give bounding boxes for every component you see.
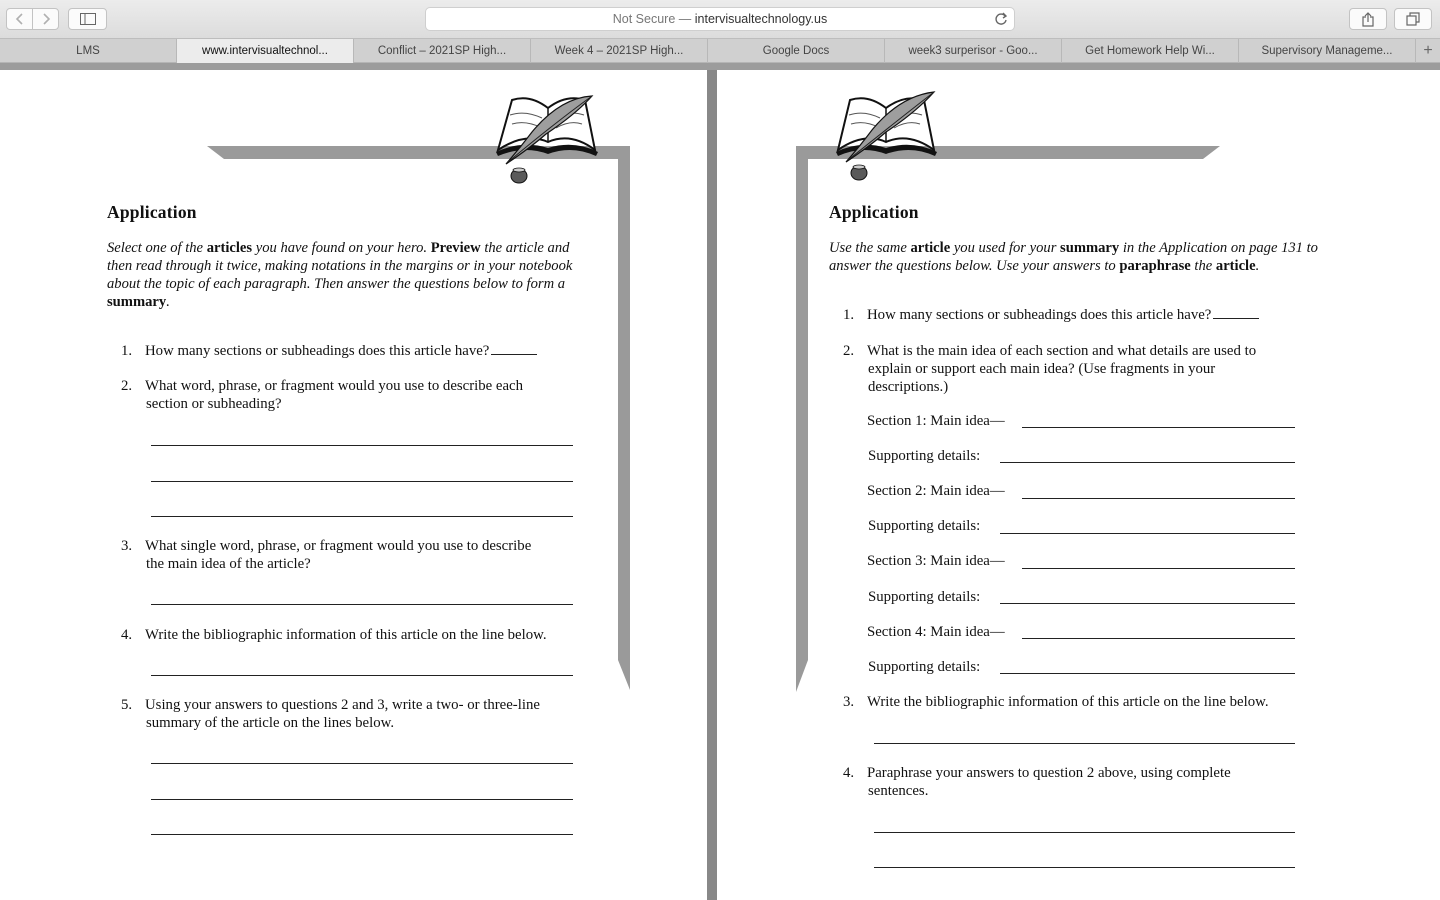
tab-conflict[interactable] (354, 39, 531, 63)
answer-line[interactable] (874, 832, 1295, 833)
section-2-main-idea-label: Section 2: Main idea— (867, 483, 1005, 499)
answer-line[interactable] (151, 799, 573, 800)
page-divider (707, 70, 717, 900)
question-5 (121, 696, 591, 732)
question-text (867, 342, 1313, 396)
not-secure-label: Not Secure — (612, 12, 692, 26)
question-1 (843, 306, 1313, 324)
address-bar[interactable] (425, 7, 1015, 31)
instructions-paragraph (107, 239, 592, 311)
tab-label: www.intervisualtechnol... (202, 45, 328, 57)
section-1-main-idea-label: Section 1: Main idea— (867, 413, 1005, 429)
page-title: Application (107, 202, 197, 222)
tab-label: Conflict – 2021SP High... (377, 45, 507, 57)
intro-text: Select one of the (107, 240, 207, 256)
question-text-line: descriptions.) (868, 379, 949, 395)
tab-homework-help[interactable] (1062, 39, 1239, 63)
answer-blank[interactable] (1213, 306, 1259, 319)
question-1 (121, 342, 591, 360)
instructions-paragraph (829, 239, 1323, 275)
intro-bold-text: Preview (430, 240, 481, 256)
answer-line[interactable] (151, 834, 573, 835)
section-3-main-idea-label: Section 3: Main idea— (867, 553, 1005, 569)
section-4-main-idea-line[interactable] (1022, 638, 1295, 639)
answer-line[interactable] (151, 481, 573, 482)
share-icon (1362, 12, 1374, 27)
intro-text: the (1190, 258, 1216, 274)
question-text (145, 696, 591, 732)
question-text-line: What word, phrase, or fragment would you use to describe each (145, 378, 524, 394)
question-text: Write the bibliographic information of this article on the line below. (867, 694, 1269, 710)
answer-line[interactable] (151, 445, 573, 446)
question-text (145, 342, 537, 360)
intro-bold-text: article (910, 240, 951, 256)
share-button[interactable] (1349, 8, 1387, 30)
question-number: 5. (121, 697, 133, 713)
tab-google-docs[interactable] (708, 39, 885, 63)
browser-toolbar (0, 0, 1440, 38)
section-1-main-idea-line[interactable] (1022, 427, 1295, 428)
question-text-line: summary of the article on the lines below. (146, 715, 395, 731)
page-title: Application (829, 202, 919, 222)
question-text-line: What single word, phrase, or fragment would you use to describe (145, 538, 532, 554)
reload-icon[interactable] (994, 12, 1008, 26)
question-text-line: sentences. (868, 783, 929, 799)
question-number: 1. (843, 307, 855, 323)
tab-week-4[interactable] (531, 39, 708, 63)
question-text-line: Using your answers to questions 2 and 3, write a two- or three-line (145, 697, 540, 713)
question-4 (121, 626, 596, 644)
question-text-line: the main idea of the article? (146, 556, 311, 572)
answer-line[interactable] (874, 743, 1295, 744)
section-1-details-line[interactable] (1000, 462, 1295, 463)
section-2-details-line[interactable] (1000, 533, 1295, 534)
intro-text: you used for your (950, 240, 1061, 256)
question-text-line: How many sections or subheadings does this article have? (867, 307, 1212, 323)
section-4-details-line[interactable] (1000, 673, 1295, 674)
question-3 (121, 537, 591, 573)
new-tab-button[interactable] (1416, 39, 1440, 63)
intro-bold-text: summary (1060, 240, 1120, 256)
question-2 (121, 377, 591, 413)
tab-label: Week 4 – 2021SP High... (554, 45, 684, 57)
question-text-line: How many sections or subheadings does this article have? (145, 343, 490, 359)
question-text (145, 537, 591, 573)
book-quill-icon (836, 92, 937, 180)
left-page-frame (207, 146, 630, 690)
question-text-line: section or subheading? (146, 396, 282, 412)
chevron-left-icon (15, 13, 25, 25)
sidebar-toggle-button[interactable] (68, 8, 107, 30)
question-text-line: What is the main idea of each section and what details are used to (867, 343, 1257, 359)
intro-text: the article and then read through it twice, making notations in the margins or in your notebook about the topic of each paragraph. Then answer the questions below to form a (107, 240, 573, 292)
tab-week3-supervisor[interactable] (885, 39, 1062, 63)
tab-label: Supervisory Manageme... (1261, 45, 1393, 57)
right-page-frame (796, 146, 1220, 692)
answer-line[interactable] (151, 516, 573, 517)
section-1-details-label: Supporting details: (868, 448, 981, 464)
back-button[interactable] (6, 8, 33, 30)
tabs-overview-icon (1406, 12, 1420, 26)
viewer-top-edge (0, 63, 1440, 70)
intro-text: Use the same (829, 240, 911, 256)
tab-bar (0, 38, 1440, 63)
document-viewer[interactable] (0, 70, 1440, 900)
question-number: 3. (843, 694, 855, 710)
answer-line[interactable] (151, 763, 573, 764)
section-2-details-label: Supporting details: (868, 518, 981, 534)
question-number: 1. (121, 343, 133, 359)
intro-text: . (1255, 258, 1260, 274)
intro-bold-text: articles (206, 240, 253, 256)
question-number: 4. (843, 765, 855, 781)
question-text (867, 764, 1313, 800)
answer-line[interactable] (151, 604, 573, 605)
tab-label: Get Homework Help Wi... (1085, 45, 1215, 57)
section-4-main-idea-label: Section 4: Main idea— (867, 624, 1005, 640)
plus-icon: + (1423, 42, 1433, 59)
answer-blank[interactable] (491, 342, 537, 355)
question-number: 3. (121, 538, 133, 554)
intro-text: in the Application on page 131 to answer the questions below. Use your answers to (829, 240, 1318, 274)
question-2 (843, 342, 1313, 396)
section-4-details-label: Supporting details: (868, 659, 981, 675)
question-number: 2. (121, 378, 133, 394)
question-text-line: explain or support each main idea? (Use fragments in your (868, 361, 1216, 377)
show-all-tabs-button[interactable] (1394, 8, 1432, 30)
question-text (867, 306, 1259, 324)
question-number: 4. (121, 627, 133, 643)
question-text (145, 377, 591, 413)
section-3-details-line[interactable] (1000, 603, 1295, 604)
question-4 (843, 764, 1313, 800)
tab-label: LMS (76, 45, 100, 57)
book-quill-icon (496, 96, 598, 183)
tab-intervisualtechnology[interactable] (177, 39, 354, 63)
section-2-main-idea-line[interactable] (1022, 498, 1295, 499)
forward-button[interactable] (32, 8, 59, 30)
intro-text: . (166, 294, 170, 310)
chevron-right-icon (41, 13, 51, 25)
answer-line[interactable] (874, 867, 1295, 868)
sidebar-icon (80, 13, 96, 25)
tab-supervisory-management[interactable] (1239, 39, 1416, 63)
tab-label: Google Docs (762, 45, 830, 57)
intro-bold-text: article (1215, 258, 1256, 274)
section-3-main-idea-line[interactable] (1022, 568, 1295, 569)
intro-bold-text: summary (107, 294, 167, 310)
intro-bold-text: paraphrase (1119, 258, 1191, 274)
intro-text: you have found on your hero. (252, 240, 431, 256)
question-text-line: Paraphrase your answers to question 2 above, using complete (867, 765, 1231, 781)
tab-lms[interactable] (0, 39, 177, 63)
url-domain: intervisualtechnology.us (694, 12, 828, 26)
section-3-details-label: Supporting details: (868, 589, 981, 605)
question-number: 2. (843, 343, 855, 359)
answer-line[interactable] (151, 675, 573, 676)
tab-label: week3 surperisor - Goo... (908, 45, 1038, 57)
question-3 (843, 693, 1318, 711)
question-text: Write the bibliographic information of this article on the line below. (145, 627, 547, 643)
